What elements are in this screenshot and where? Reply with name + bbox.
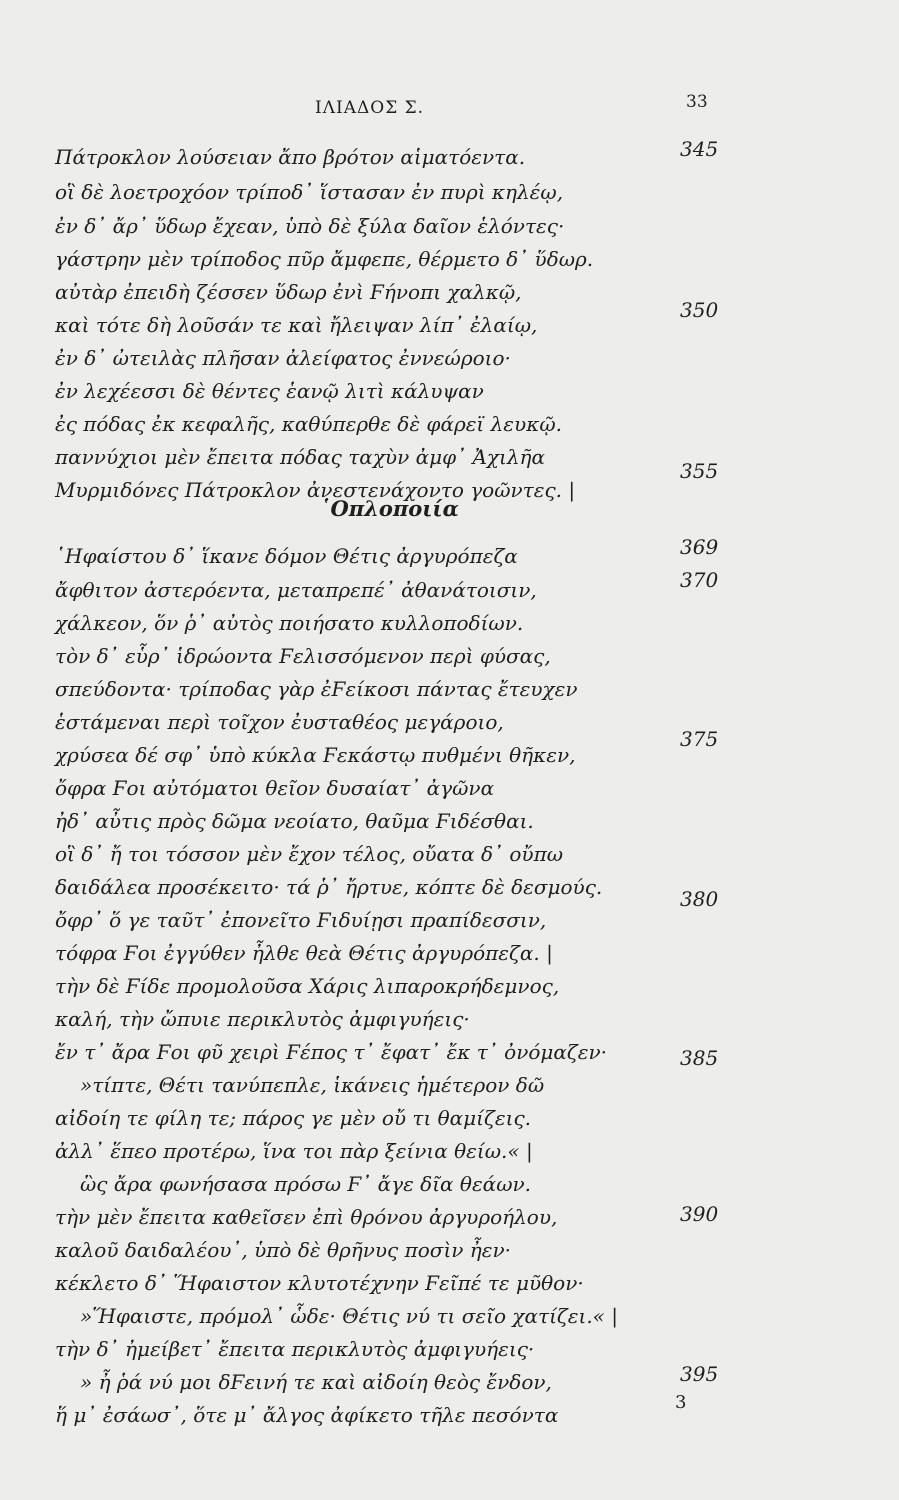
line-number: 380 xyxy=(680,887,719,911)
verse-line: καλή, τὴν ὤπυιε περικλυτὸς ἀμφιγυήεις· xyxy=(55,1007,470,1031)
verse-line: ὄφρ᾽ ὅ γε ταῦτ᾽ ἐπονεῖτο Ϝιδυίῃσι πραπίδεσσιν, xyxy=(55,908,547,932)
verse-line: τὴν δὲ Ϝίδε προμολοῦσα Χάρις λιπαροκρήδεμνος, xyxy=(55,974,560,998)
verse-line: ῾Ηφαίστου δ᾽ ἵκανε δόμον Θέτις ἀργυρόπεζα xyxy=(55,544,518,568)
verse-line: δαιδάλεα προσέκειτο· τά ῥ᾽ ἤρτυε, κόπτε δὲ δεσμούς. xyxy=(55,875,603,899)
section-heading: ῾Οπλοποιία xyxy=(320,496,459,521)
verse-line: τὸν δ᾽ εὗρ᾽ ἱδρώοντα Ϝελισσόμενον περὶ φύσας, xyxy=(55,644,551,668)
verse-line: παννύχιοι μὲν ἔπειτα πόδας ταχὺν ἀμφ᾽ Ἀχιλῆα xyxy=(55,445,546,469)
verse-line: ἐν λεχέεσσι δὲ θέντες ἑανῷ λιτὶ κάλυψαν xyxy=(55,379,484,403)
line-number: 375 xyxy=(680,727,719,751)
verse-line: τόφρα Ϝοι ἐγγύθεν ἦλθε θεὰ Θέτις ἀργυρόπεζα. | xyxy=(55,941,553,965)
verse-line: ἄφθιτον ἀστερόεντα, μεταπρεπέ᾽ ἀθανάτοισιν, xyxy=(55,578,537,602)
line-number: 390 xyxy=(680,1202,719,1226)
signature-mark: 3 xyxy=(675,1392,687,1413)
verse-line: τὴν δ᾽ ἠμείβετ᾽ ἔπειτα περικλυτὸς ἀμφιγυήεις· xyxy=(55,1337,535,1361)
verse-line: ἑστάμεναι περὶ τοῖχον ἐυσταθέος μεγάροιο, xyxy=(55,710,504,734)
page-number: 33 xyxy=(686,92,708,112)
verse-line: ἐς πόδας ἐκ κεφαλῆς, καθύπερθε δὲ φάρεϊ λευκῷ. xyxy=(55,412,562,436)
verse-line: Μυρμιδόνες Πάτροκλον ἀνεστενάχοντο γοῶντες. | xyxy=(55,478,576,502)
verse-line: ὣς ἄρα φωνήσασα πρόσω Ϝ᾽ ἄγε δῖα θεάων. xyxy=(80,1172,532,1196)
verse-line: ἠδ᾽ αὖτις πρὸς δῶμα νεοίατο, θαῦμα Ϝιδέσθαι. xyxy=(55,809,534,833)
running-head-title: ΙΛΙΑΔΟΣ Σ. xyxy=(315,98,425,118)
line-number: 350 xyxy=(680,298,719,322)
verse-line: χρύσεα δέ σφ᾽ ὑπὸ κύκλα Ϝεκάστῳ πυθμένι θῆκεν, xyxy=(55,743,576,767)
line-number: 345 xyxy=(680,137,719,161)
verse-line: σπεύδοντα· τρίποδας γὰρ ἐϜείκοσι πάντας ἔτευχεν xyxy=(55,677,578,701)
verse-line: γάστρην μὲν τρίποδος πῦρ ἄμφεπε, θέρμετο δ᾽ ὕδωρ. xyxy=(55,247,594,271)
verse-line: ἐν δ᾽ ὠτειλὰς πλῆσαν ἀλείφατος ἐννεώροιο· xyxy=(55,346,511,370)
verse-line: τὴν μὲν ἔπειτα καθεῖσεν ἐπὶ θρόνου ἀργυροήλου, xyxy=(55,1205,558,1229)
verse-line: ὄφρα Ϝοι αὐτόματοι θεῖον δυσαίατ᾽ ἀγῶνα xyxy=(55,776,495,800)
verse-line: » ἦ ῥά νύ μοι δϜεινή τε καὶ αἰδοίη θεὸς ἔνδον, xyxy=(80,1370,552,1394)
verse-line: καὶ τότε δὴ λοῦσάν τε καὶ ἤλειψαν λίπ᾽ ἐλαίῳ, xyxy=(55,313,538,337)
line-number: 370 xyxy=(680,568,719,592)
line-number: 355 xyxy=(680,459,719,483)
line-number: 395 xyxy=(680,1362,719,1386)
verse-line: »τίπτε, Θέτι τανύπεπλε, ἱκάνεις ἡμέτερον δῶ xyxy=(80,1073,545,1097)
line-number: 385 xyxy=(680,1046,719,1070)
verse-line: ἀλλ᾽ ἕπεο προτέρω, ἵνα τοι πὰρ ξείνια θείω.« | xyxy=(55,1139,533,1163)
verse-line: »Ἥφαιστε, πρόμολ᾽ ὧδε· Θέτις νύ τι σεῖο χατίζει.« | xyxy=(80,1304,619,1328)
verse-line: ἥ μ᾽ ἐσάωσ᾽, ὅτε μ᾽ ἄλγος ἀφίκετο τῆλε πεσόντα xyxy=(55,1403,559,1427)
verse-line: ἔν τ᾽ ἄρα Ϝοι φῦ χειρὶ Ϝέπος τ᾽ ἔφατ᾽ ἔκ τ᾽ ὀνόμαζεν· xyxy=(55,1040,607,1064)
verse-line: χάλκεον, ὅν ῥ᾽ αὐτὸς ποιήσατο κυλλοποδίων. xyxy=(55,611,524,635)
verse-line: αὐτὰρ ἐπειδὴ ζέσσεν ὕδωρ ἐνὶ Ϝήνοπι χαλκῷ, xyxy=(55,280,522,304)
verse-line: Πάτροκλον λούσειαν ἄπο βρότον αἱματόεντα. xyxy=(55,145,526,169)
verse-line: αἰδοίη τε φίλη τε; πάρος γε μὲν οὔ τι θαμίζεις. xyxy=(55,1106,531,1130)
verse-line: ἐν δ᾽ ἄρ᾽ ὕδωρ ἔχεαν, ὑπὸ δὲ ξύλα δαῖον ἑλόντες· xyxy=(55,214,565,238)
verse-line: καλοῦ δαιδαλέου᾽, ὑπὸ δὲ θρῆνυς ποσὶν ἦεν· xyxy=(55,1238,512,1262)
verse-line: οἳ δὲ λοετροχόον τρίποδ᾽ ἵστασαν ἐν πυρὶ κηλέῳ, xyxy=(55,180,564,204)
line-number: 369 xyxy=(680,535,719,559)
verse-line: κέκλετο δ᾽ Ἥφαιστον κλυτοτέχνην Ϝεῖπέ τε μῦθον· xyxy=(55,1271,584,1295)
verse-line: οἳ δ᾽ ἤ τοι τόσσον μὲν ἔχον τέλος, οὔατα δ᾽ οὔπω xyxy=(55,842,564,866)
